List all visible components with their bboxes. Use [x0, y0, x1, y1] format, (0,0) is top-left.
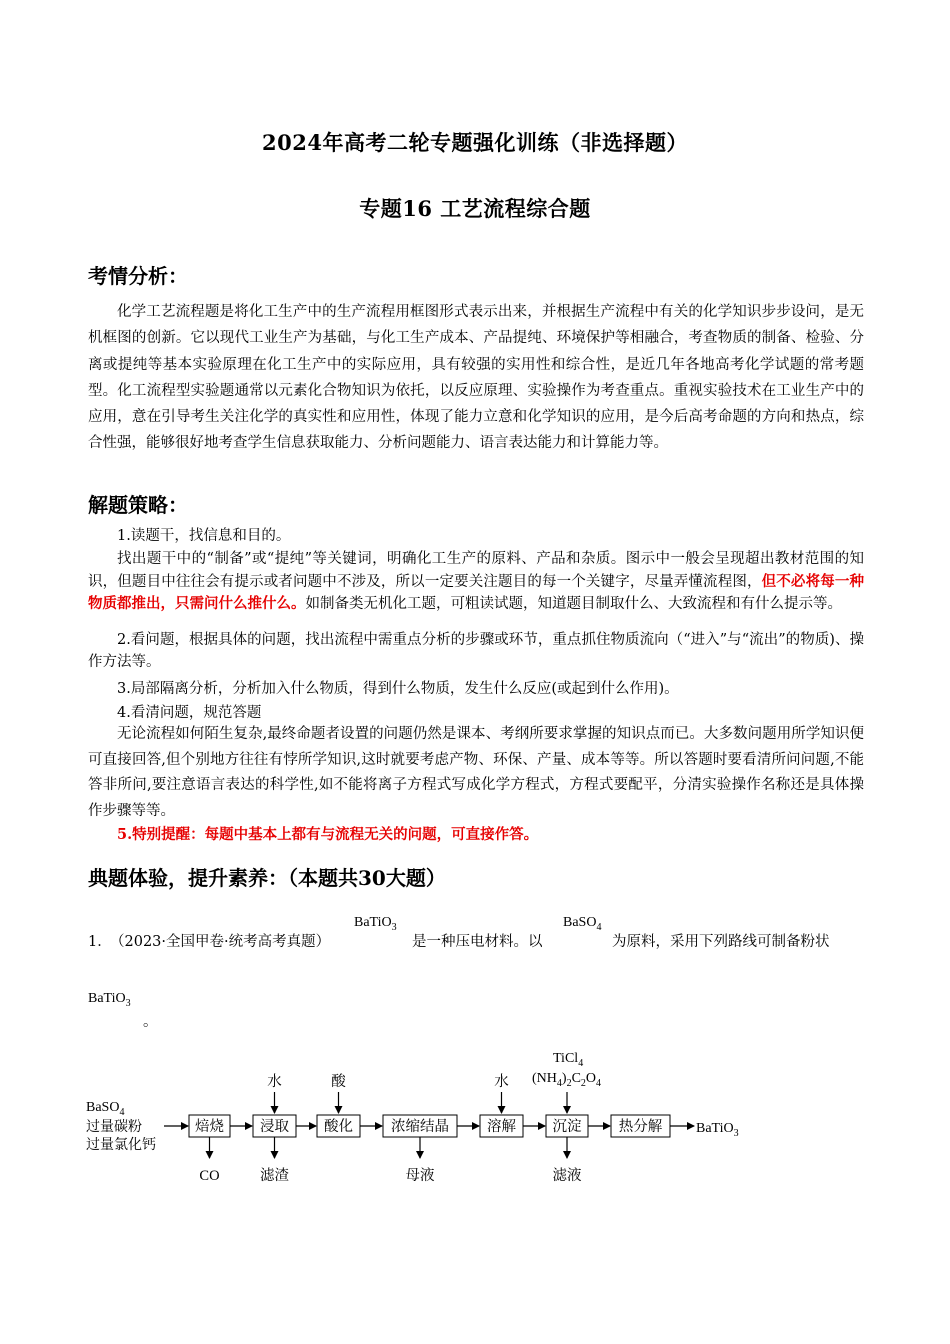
raw-cacl2: 过量氯化钙 [86, 1138, 156, 1153]
input-oxalate: $(NH_4)_2C_2O_4$ [532, 1071, 602, 1089]
strategy-step-3: 3.局部隔离分析，分析加入什么物质，得到什么物质，发生什么反应(或起到什么作用)。 [117, 681, 679, 697]
product-batio3: BaTiO$_3$ [696, 1121, 739, 1139]
output-mother-liquor: 母液 [405, 1168, 435, 1184]
step-1-highlight: 但不必将每一种物质都推出，只需问什么推什么。 [88, 572, 865, 612]
formula-baso4: BaSO$_4$ [563, 915, 602, 933]
output-residue: 滤渣 [260, 1168, 289, 1184]
step-dissolve: 溶解 [487, 1119, 516, 1135]
strategy-step-4: 4.看清问题，规范答题 [117, 705, 262, 721]
input-water-1: 水 [267, 1074, 282, 1090]
raw-carbon: 过量碳粉 [86, 1120, 142, 1135]
output-filtrate: 滤液 [552, 1168, 582, 1184]
step-leach: 浸取 [260, 1119, 289, 1135]
step-1-detail-a: 找出题干中的“制备”或“提纯”等关键词，明确化工生产的原料、产品和杂质。图示中一般会呈现超出教材范围的知识，但题目中往往会有提示或者问题中不涉及，所以一定要关注题目的每一个关键字，尽量弄懂流程图， [88, 551, 864, 590]
main-title: 2024年高考二轮专题强化训练（非选择题） [262, 130, 688, 155]
strategy-step-2: 2.看问题，根据具体的问题，找出流程中需重点分析的步骤或环节，重点抓住物质流向（“进入”与“流出”的物质)、操作方法等。 [88, 632, 864, 670]
raw-baso4: BaSO$_4$ [86, 1100, 125, 1118]
input-ticl4: TiCl$_4$ [553, 1051, 584, 1069]
analysis-paragraph: 化学工艺流程题是将化工生产中的生产流程用框图形式表示出来，并根据生产流程中有关的化学知识步步设问，是无机框图的创新。它以现代工业生产为基础，与化工生产成本、产品提纯、环境保护等相融合，考查物质的制备、检验、分离或提纯等基本实验原理在化工生产中的实际应用，具有较强的实用性和综合性，是近几年各地高考化学试题的常考题型。化工流程型实验题通常以元素化合物知识为依托，以反应原理、实验操作为考查重点。重视实验技术在工业生产中的应用，意在引导考生关注化学的真实性和应用性，体现了能力立意和化学知识的应用，是今后高考命题的方向和热点，综合性强，能够很好地考查学生信息获取能力、分析问题能力、语言表达能力和计算能力等。 [88, 304, 864, 452]
analysis-heading: 考情分析： [88, 264, 188, 288]
strategy-step-1-detail [88, 549, 864, 616]
step-precipitate: 沉淀 [552, 1119, 582, 1135]
strategy-step-4-detail: 无论流程如何陌生复杂,最终命题者设置的问题仍然是课本、考纲所要求掌握的知识点而已。大多数问题用所学知识便可直接回答,但个别地方往往有悖所学知识,这时就要考虑产物、环保、产量、成本等等。所以答题时要看清所问问题,不能答非所问,要注意语言表达的科学性,如不能将离子方程式写成化学方程式，方程式要配平，分清实验操作名称还是具体操作步骤等等。 [88, 726, 864, 819]
strategy-heading: 解题策略： [88, 493, 188, 517]
formula-batio3-product: BaTiO$_3$ [88, 991, 131, 1009]
question-text-b: 为原料，采用下列路线可制备粉状 [612, 934, 830, 950]
process-flowchart [80, 1040, 780, 1200]
step-acidify: 酸化 [324, 1119, 353, 1135]
formula-batio3: BaTiO$_3$ [354, 915, 397, 933]
output-co: CO [199, 1168, 220, 1184]
question-text-a: 是一种压电材料。以 [412, 934, 543, 950]
step-1-detail-b: 如制备类无机化工题，可粗读试题，知道题目制取什么、大致流程和有什么提示等。 [305, 596, 842, 612]
input-water-2: 水 [494, 1074, 509, 1090]
subtitle: 专题16 工艺流程综合题 [359, 196, 591, 221]
strategy-step-5: 5.特别提醒：每题中基本上都有与流程无关的问题，可直接作答。 [117, 826, 539, 843]
strategy-step-1: 1.读题干，找信息和目的。 [117, 528, 291, 544]
question-source: （2023·全国甲卷·统考高考真题） [110, 934, 331, 950]
step-crystallize: 浓缩结晶 [391, 1119, 449, 1135]
step-decompose: 热分解 [618, 1119, 663, 1135]
question-number: 1． [88, 934, 112, 950]
input-acid: 酸 [331, 1074, 346, 1090]
step-roast: 焙烧 [195, 1119, 224, 1135]
question-end: 。 [143, 1014, 158, 1030]
examples-heading: 典题体验，提升素养：（本题共30大题） [88, 866, 446, 890]
